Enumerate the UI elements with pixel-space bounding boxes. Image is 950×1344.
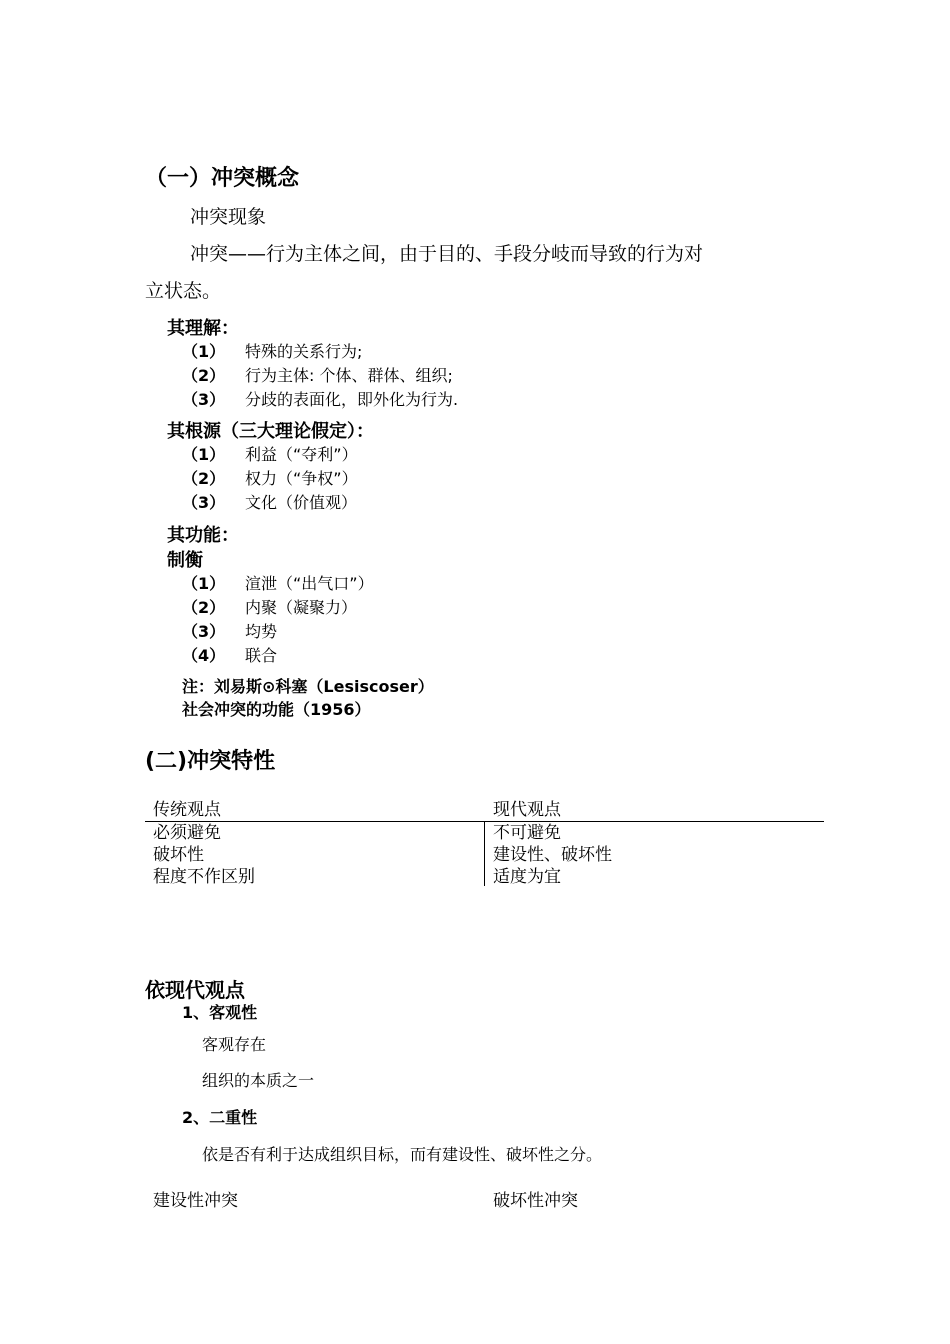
table-column-divider [484, 821, 485, 886]
functions-item: 联合 [245, 646, 278, 665]
section-1-title: （一）冲突概念 [145, 166, 300, 191]
point-1-line: 客观存在 [202, 1035, 267, 1054]
section-3-title: 依现代观点 [145, 978, 245, 1002]
understanding-num: （1） [182, 342, 226, 361]
roots-item: 利益（“夺利”） [245, 445, 358, 464]
point-2-line: 依是否有利于达成组织目标，而有建设性、破坏性之分。 [202, 1145, 603, 1164]
constructive-conflict-label: 建设性冲突 [153, 1191, 238, 1211]
table-cell: 程度不作区别 [153, 867, 255, 887]
functions-item: 渲泄（“出气口”） [245, 574, 374, 593]
table-header: 现代观点 [493, 800, 561, 820]
note-line-1: 注：刘易斯⊙科塞（Lesiscoser） [182, 677, 434, 696]
functions-item: 均势 [245, 622, 278, 641]
definition-line-1: 冲突——行为主体之间，由于目的、手段分岐而导致的行为对 [190, 243, 704, 265]
point-1-line: 组织的本质之一 [202, 1071, 315, 1090]
roots-heading: 其根源（三大理论假定）： [167, 421, 374, 442]
note-line-2: 社会冲突的功能（1956） [182, 700, 371, 719]
understanding-item: 行为主体: 个体、群体、组织; [245, 366, 453, 385]
point-2-heading: 2、二重性 [182, 1108, 258, 1127]
understanding-item: 特殊的关系行为; [245, 342, 363, 361]
roots-num: （3） [182, 493, 226, 512]
table-cell: 不可避免 [493, 823, 561, 843]
understanding-num: （2） [182, 366, 226, 385]
section-2-title: (二)冲突特性 [145, 749, 276, 774]
functions-num: （1） [182, 574, 226, 593]
understanding-item: 分歧的表面化，即外化为行为. [245, 390, 459, 409]
roots-num: （1） [182, 445, 226, 464]
table-cell: 必须避免 [153, 823, 221, 843]
understanding-num: （3） [182, 390, 226, 409]
point-1-heading: 1、客观性 [182, 1003, 258, 1022]
functions-num: （4） [182, 646, 226, 665]
understanding-heading: 其理解： [167, 318, 239, 339]
roots-num: （2） [182, 469, 226, 488]
definition-line-2: 立状态。 [145, 280, 222, 302]
functions-subheading: 制衡 [167, 550, 203, 571]
table-cell: 破坏性 [153, 845, 204, 865]
roots-item: 文化（价值观） [245, 493, 358, 512]
functions-num: （2） [182, 598, 226, 617]
destructive-conflict-label: 破坏性冲突 [493, 1191, 578, 1211]
roots-item: 权力（“争权”） [245, 469, 358, 488]
table-header: 传统观点 [153, 800, 221, 820]
table-cell: 建设性、破坏性 [493, 845, 612, 865]
functions-heading: 其功能： [167, 525, 239, 546]
table-cell: 适度为宜 [493, 867, 561, 887]
functions-item: 内聚（凝聚力） [245, 598, 358, 617]
functions-num: （3） [182, 622, 226, 641]
phenomenon-text: 冲突现象 [190, 206, 267, 228]
